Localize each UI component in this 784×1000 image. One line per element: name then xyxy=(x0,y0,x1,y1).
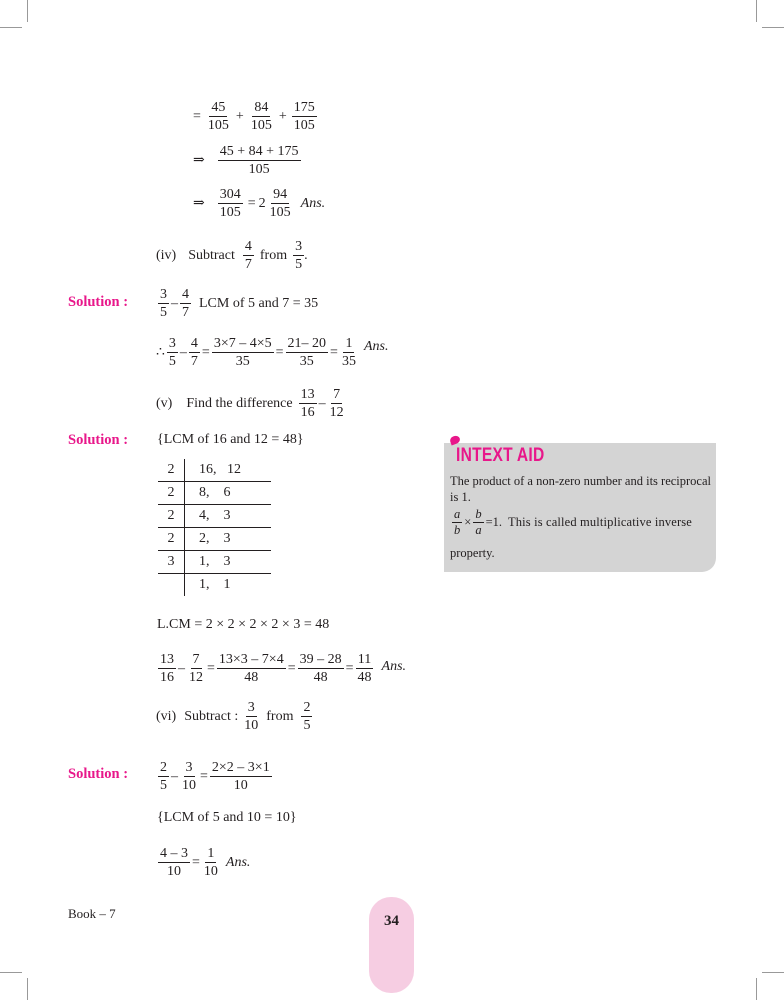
equation-line-3: ⇒ $\frac{304}{105}$ = 2 $\frac{94}{105}$ Ans. xyxy=(193,187,326,220)
fraction: $\frac{304}{105}$ xyxy=(219,187,241,220)
table-row: 2 4, 3 xyxy=(158,505,271,528)
fraction: $\frac{13\times 3 - 7\times 4}{48}$ xyxy=(218,652,284,685)
fraction: $\frac{1}{35}$ xyxy=(341,336,356,369)
intext-aid-paragraph-end: property. xyxy=(450,546,495,560)
fraction: $\frac{11}{48}$ xyxy=(357,652,372,685)
question-v: (v) Find the difference $\frac{13}{16}$ – $\frac{7}{12}$ xyxy=(156,387,344,420)
intext-aid-paragraph: The product of a non-zero number and its reciprocal is 1. xyxy=(450,474,712,504)
crop-mark-top-right xyxy=(756,0,757,22)
fraction: $\frac{4}{7}$ xyxy=(244,239,252,272)
fraction: $\frac{7}{12}$ xyxy=(189,652,203,685)
fraction: $\frac{7}{12}$ xyxy=(329,387,344,420)
question-vi: (vi) Subtract : $\frac{3}{10}$ from $\frac{2}{5}$ xyxy=(156,700,311,733)
fraction: $\frac{4}{7}$ xyxy=(190,336,198,369)
equation-line-2 xyxy=(190,143,303,178)
solution-2-calculation: $\frac{13}{16}$ – $\frac{7}{12}$ = $\frac{13\times 3 - 7\times 4}{48}$ = $\frac{39 - 28}{48}$ = $\frac{11}{48}$ Ans. xyxy=(160,652,407,685)
solution-label: Solution : xyxy=(68,432,129,448)
solution-label: Solution : xyxy=(68,294,129,310)
fraction: $\frac{3}{10}$ xyxy=(182,760,196,793)
intext-aid-title: INTEXT AID xyxy=(456,445,545,466)
fraction: $\frac{13}{16}$ xyxy=(300,387,315,420)
table-row: 2 16, 12 xyxy=(158,459,271,482)
table-row: 1, 1 xyxy=(158,574,271,597)
table-row: 3 1, 3 xyxy=(158,551,271,574)
solution-3-line-1: $\frac{2}{5}$ – $\frac{3}{10}$ = $\frac{2\times 2 - 3\times 1}{10}$ xyxy=(160,760,270,793)
fraction: $\frac{3}{10}$ xyxy=(244,700,259,733)
fraction: $\frac{45}{105}$ xyxy=(207,100,229,133)
implies-arrow: ⇒ xyxy=(193,196,205,211)
book-label: Book – 7 xyxy=(68,906,116,921)
crop-mark-left-bottom xyxy=(0,972,22,973)
equation-line-1: = $\frac{45}{105}$ + $\frac{84}{105}$ + $\frac{175}{105}$ xyxy=(193,100,315,133)
table-row: 2 2, 3 xyxy=(158,528,271,551)
answer-label: Ans. xyxy=(381,658,407,674)
fraction: $\frac{13}{16}$ xyxy=(160,652,174,685)
fraction: $\frac{b}{a}$ xyxy=(475,507,482,537)
fraction: $\frac{2}{5}$ xyxy=(160,760,167,793)
page-number: 34 xyxy=(384,913,399,929)
fraction: $\frac{3}{5}$ xyxy=(295,239,303,272)
solution-3-line-3: $\frac{4 - 3}{10}$ = $\frac{1}{10}$ Ans. xyxy=(160,846,251,879)
fraction: $\frac{175}{105}$ xyxy=(293,100,315,133)
crop-mark-top-left xyxy=(27,0,28,22)
crop-mark-right-top xyxy=(762,27,784,28)
fraction: $\frac{21- 20}{35}$ xyxy=(287,336,327,369)
fraction: $\frac{94}{105}$ xyxy=(269,187,291,220)
fraction: $\frac{4}{7}$ xyxy=(182,287,189,320)
intext-aid-formula: $\frac{a}{b}$ × $\frac{b}{a}$ = 1. This is called multiplicative inverse xyxy=(454,507,692,537)
fraction: $\frac{2\times 2 - 3\times 1}{10}$ xyxy=(211,760,270,793)
fraction: $\frac{a}{b}$ xyxy=(454,507,461,537)
lcm-product-line: L.CM = 2 × 2 × 2 × 2 × 3 = 48 xyxy=(157,617,330,632)
pin-icon xyxy=(449,435,461,446)
fraction: $\frac{3}{5}$ xyxy=(168,336,176,369)
implies-arrow: ⇒ xyxy=(193,153,205,168)
answer-label: Ans. xyxy=(363,338,389,354)
crop-mark-right-bottom xyxy=(762,972,784,973)
fraction: $\frac{45 + 84 + 175}{105}$ xyxy=(219,144,299,177)
fraction: $\frac{2}{5}$ xyxy=(303,700,311,733)
solution-1-line-1: $\frac{3}{5}$ – $\frac{4}{7}$ LCM of 5 and 7 = 35 xyxy=(160,287,319,320)
fraction: $\frac{3\times 7 - 4\times 5}{35}$ xyxy=(213,336,272,369)
fraction: $\frac{84}{105}$ xyxy=(250,100,272,133)
page-number-tab xyxy=(369,897,414,993)
therefore-symbol: ∴ xyxy=(156,345,165,360)
lcm-note: {LCM of 5 and 10 = 10} xyxy=(157,810,297,825)
intext-aid-box xyxy=(444,443,716,572)
fraction: $\frac{1}{10}$ xyxy=(203,846,218,879)
fraction: $\frac{4 - 3}{10}$ xyxy=(160,846,188,879)
question-iv: (iv) Subtract $\frac{4}{7}$ from $\frac{3}{5}$ . xyxy=(156,239,308,272)
fraction: $\frac{3}{5}$ xyxy=(160,287,167,320)
lcm-division-table xyxy=(158,459,271,596)
answer-label: Ans. xyxy=(225,854,251,870)
solution-label: Solution : xyxy=(68,766,129,782)
solution-1-line-2: ∴ $\frac{3}{5}$ – $\frac{4}{7}$ = $\frac{3\times 7 - 4\times 5}{35}$ = $\frac{21- 20}{35}$ = $\frac{1}{35}$ Ans. xyxy=(156,336,389,369)
answer-label: Ans. xyxy=(300,195,326,211)
crop-mark-bottom-right xyxy=(756,978,757,1000)
crop-mark-left-top xyxy=(0,27,22,28)
lcm-note: {LCM of 16 and 12 = 48} xyxy=(157,432,304,447)
fraction: $\frac{39 - 28}{48}$ xyxy=(299,652,342,685)
table-row: 2 8, 6 xyxy=(158,482,271,505)
crop-mark-bottom-left xyxy=(27,978,28,1000)
